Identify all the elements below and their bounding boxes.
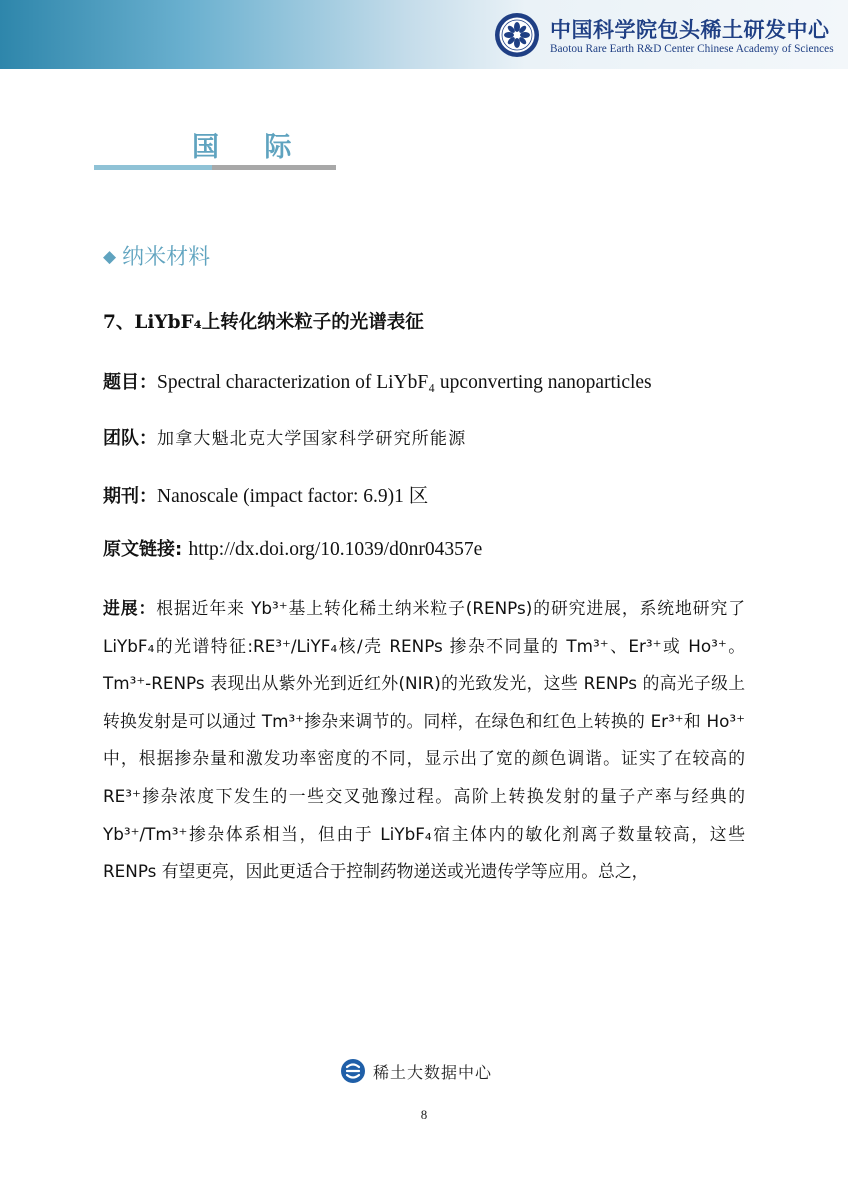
journal-field <box>103 480 428 508</box>
article-title: 7、LiYbF₄上转化纳米粒子的光谱表征 <box>103 312 424 333</box>
big-data-logo-icon <box>340 1058 366 1084</box>
progress-text: 根据近年来 Yb³⁺基上转化稀土纳米粒子(RENPs)的研究进展，系统地研究了 LiYbF₄的光谱特征:RE³⁺/LiYF₄核/壳 RENPs 掺杂不同量的 Tm³⁺、Er³⁺或 Ho³⁺。Tm³⁺-RENPs 表现出从紫外光到近红外(NIR)的光致发光，这些 RENPs 的高光子级上转换发射是可以通过 Tm³⁺掺杂来调节的。同样，在绿色和红色上转换的 Er³⁺和 Ho³⁺中，根据掺杂量和激发功率密度的不同，显示出了宽的颜色调谐。证实了在较高的 RE³⁺掺杂浓度下发生的一些交叉弛豫过程。高阶上转换发射的量子产率与经典的 Yb³⁺/Tm³⁺掺杂体系相当，但由于 LiYbF₄宿主体内的敏化剂离子数量较高，这些 RENPs 有望更亮，因此更适合于控制药物递送或光遗传学等应用。总之， <box>103 598 745 882</box>
topic-field <box>103 368 652 394</box>
topic-value: Spectral characterization of LiYbF₄ upconverting nanoparticles <box>157 372 652 393</box>
org-name-cn: 中国科学院包头稀土研发中心 <box>550 17 830 42</box>
journal-key: 期刊： <box>103 486 157 507</box>
topic-key: 题目： <box>103 372 157 393</box>
category-label: 纳米材料 <box>122 245 211 270</box>
section-title: 国 际 <box>192 132 310 163</box>
footer-brand-label: 稀土大数据中心 <box>373 1062 493 1082</box>
page-header <box>0 0 848 69</box>
category-heading <box>103 240 210 271</box>
progress-paragraph <box>103 590 745 891</box>
journal-value: Nanoscale (impact factor: 6.9)1 区 <box>157 486 429 507</box>
cas-emblem-icon <box>494 12 540 58</box>
page-number: 8 <box>420 1107 428 1122</box>
team-key: 团队： <box>103 428 157 449</box>
team-field <box>103 424 466 450</box>
link-key: 原文链接: <box>103 539 189 560</box>
section-title-underline <box>94 165 336 170</box>
link-field <box>103 535 482 561</box>
footer-brand <box>340 1058 492 1084</box>
diamond-icon: ◆ <box>103 247 117 267</box>
article-link[interactable]: http://dx.doi.org/10.1039/d0nr04357e <box>188 539 483 560</box>
progress-key: 进展： <box>103 598 157 618</box>
team-value: 加拿大魁北克大学国家科学研究所能源 <box>157 429 467 449</box>
org-name-en: Baotou Rare Earth R&D Center Chinese Academy of Sciences <box>550 43 834 55</box>
